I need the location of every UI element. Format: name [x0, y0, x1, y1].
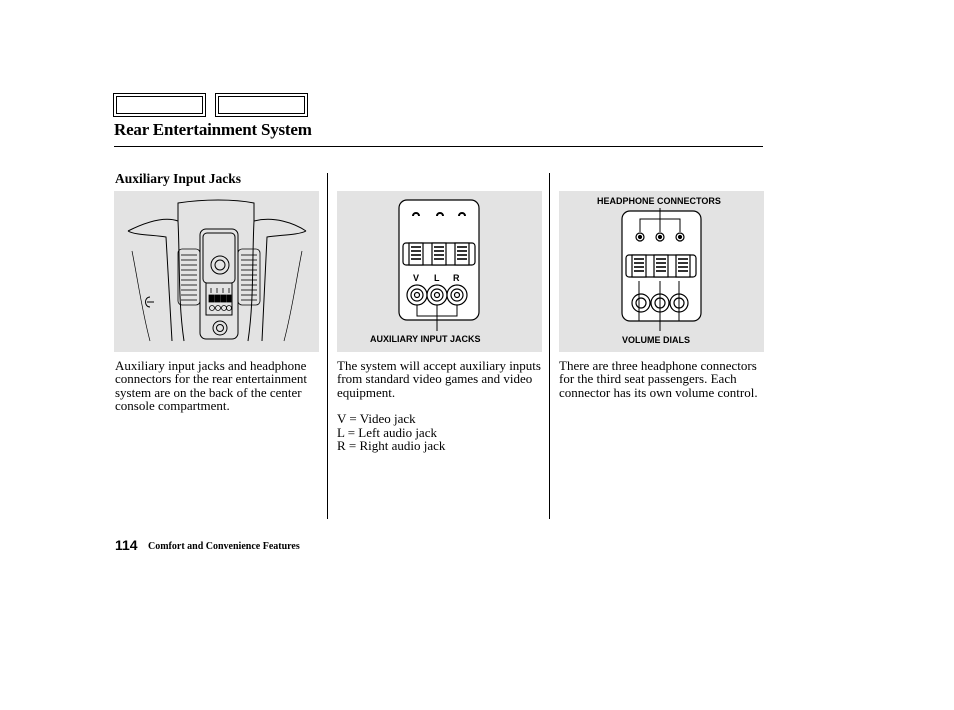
aux-jacks-label: AUXILIARY INPUT JACKS [370, 334, 481, 344]
page-title: Rear Entertainment System [114, 120, 312, 139]
middle-column-text [337, 359, 547, 452]
jack-letter-r: R [453, 273, 460, 283]
right-paragraph: There are three headphone connectors for the third seat passengers. Each connector has its own volume control. [559, 358, 758, 400]
title-divider [114, 146, 763, 147]
footer-section-title[interactable]: Comfort and Convenience Features [148, 541, 300, 552]
legend-right-audio: R = Right audio jack [337, 438, 446, 454]
left-paragraph: Auxiliary input jacks and headphone connectors for the rear entertainment system are on the back of the center console compartment. [115, 358, 308, 414]
legend-left-audio: L = Left audio jack [337, 424, 437, 440]
right-column-text [559, 359, 759, 399]
console-illustration [114, 191, 319, 352]
page-number: 114 [115, 537, 138, 553]
column-divider-2 [549, 173, 550, 519]
legend-video: V = Video jack [337, 411, 416, 427]
headphone-diagram [559, 191, 764, 352]
nav-tab-2[interactable] [215, 93, 308, 117]
headphone-connectors-label: HEADPHONE CONNECTORS [597, 196, 721, 206]
nav-tab-1[interactable] [113, 93, 206, 117]
section-heading: Auxiliary Input Jacks [115, 171, 242, 186]
jack-letter-v: V [413, 273, 420, 283]
column-divider-1 [327, 173, 328, 519]
jack-letter-l: L [434, 273, 440, 283]
left-column-text [115, 359, 325, 413]
aux-jack-diagram [337, 191, 542, 352]
middle-paragraph: The system will accept auxiliary inputs from standard video games and video equipment. [337, 358, 541, 400]
volume-dials-label: VOLUME DIALS [622, 335, 691, 345]
